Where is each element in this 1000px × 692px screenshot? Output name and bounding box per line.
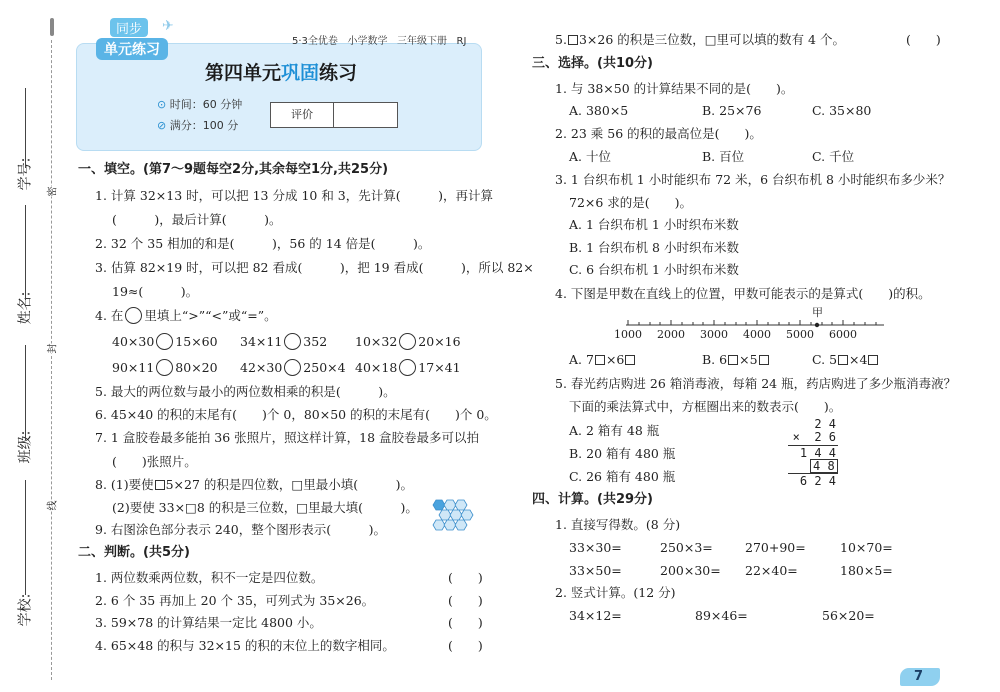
series-name: 5·3全优卷 [292, 36, 338, 47]
q2: 2. 32 个 35 相加的和是( )，56 的 14 倍是( )。 [95, 236, 431, 251]
c4-opt-a[interactable]: A. 7 ×6 [569, 352, 636, 368]
c4: 4. 下图是甲数在直线上的位置，甲数可能表示的是算式( )的积。 [555, 286, 931, 301]
tick-label: 4000 [743, 328, 771, 341]
part3-title: 三、选择。(共10分) [532, 56, 653, 71]
subject: 小学数学 [347, 36, 388, 47]
q1-line2: ( )，最后计算( )。 [112, 212, 282, 227]
digit-box [568, 35, 578, 45]
binding-strip [0, 0, 70, 692]
field-name[interactable] [25, 205, 26, 300]
title-part-a: 第四单元 [205, 62, 282, 84]
c5-opt-a[interactable]: A. 2 箱有 48 瓶 [569, 423, 660, 438]
digit-box [838, 355, 848, 365]
vm-row3: 1 4 4 [799, 446, 836, 460]
compare-circle[interactable] [399, 333, 416, 350]
c2-opt-b[interactable]: B. 百位 [702, 149, 745, 164]
q8-line1: 8. (1)要使 5×27 的积是四位数，□里最小填( )。 [95, 477, 413, 492]
digit-box [759, 355, 769, 365]
hex-cell [444, 500, 456, 510]
c3-opt-a[interactable]: A. 1 台织布机 1 小时织布米数 [569, 217, 739, 232]
hex-cell [433, 520, 445, 530]
q9: 9. 右图涂色部分表示 240，整个图形表示( )。 [95, 522, 386, 537]
q8-line2: (2)要使 33×□8 的积是三位数，□里最大填( )。 [112, 500, 418, 515]
eval-field[interactable] [335, 103, 397, 127]
c2-opt-a[interactable]: A. 十位 [569, 149, 611, 164]
judge-4: 4. 65×48 的积与 32×15 的积的末位上的数字相同。 [95, 638, 395, 653]
c2-opt-c[interactable]: C. 千位 [812, 149, 855, 164]
compare-circle[interactable] [156, 359, 173, 376]
direct-6[interactable]: 200×30= [660, 563, 721, 578]
direct-3[interactable]: 270+90= [745, 540, 806, 555]
vm-row1: 2 4 [814, 417, 836, 431]
label-class: 班级: [17, 430, 34, 464]
digit-box [728, 355, 738, 365]
c5-opt-b[interactable]: B. 20 箱有 480 瓶 [569, 446, 676, 461]
c4-opt-b[interactable]: B. 6 ×5 [702, 352, 770, 368]
judge-1: 1. 两位数乘两位数，积不一定是四位数。 [95, 570, 324, 585]
compare-circle[interactable] [156, 333, 173, 350]
c3-line2: 72×6 求的是( )。 [569, 195, 693, 210]
label-school: 学校: [17, 593, 34, 627]
c2: 2. 23 乘 56 的积的最高位是( )。 [555, 126, 762, 141]
judge-2: 2. 6 个 35 再加上 20 个 35，可列式为 35×26。 [95, 593, 375, 608]
series-label [292, 32, 466, 47]
title-part-b: 巩固 [281, 62, 320, 84]
vertical-3[interactable]: 56×20= [822, 608, 875, 623]
c3-opt-c[interactable]: C. 6 台织布机 1 小时织布米数 [569, 262, 739, 277]
direct-4[interactable]: 10×70= [840, 540, 893, 555]
digit-box [595, 355, 605, 365]
q5: 5. 最大的两位数与最小的两位数相乘的积是( )。 [95, 384, 396, 399]
seal-feng: 封 [44, 344, 59, 354]
c1-opt-a[interactable]: A. 380×5 [569, 103, 629, 118]
c5-line2: 下面的乘法算式中，方框圈出来的数表示( )。 [569, 399, 842, 414]
judge-paren[interactable]: ( ) [448, 638, 483, 653]
q7-line2: ( )张照片。 [112, 454, 197, 469]
q4-pre: 4. 在 [95, 308, 124, 323]
eval-label: 评价 [271, 103, 334, 127]
compare-circle[interactable] [284, 359, 301, 376]
badge [88, 16, 178, 64]
c1: 1. 与 38×50 的计算结果不同的是( )。 [555, 81, 794, 96]
seal-mi: 密 [44, 187, 59, 197]
label-name: 姓名: [17, 291, 34, 325]
circle-blank [125, 307, 142, 324]
digit-box [625, 355, 635, 365]
q3-line1: 3. 估算 82×19 时，可以把 82 看成( )，把 19 看成( )，所以 82× [95, 260, 534, 275]
part4-title: 四、计算。(共29分) [532, 492, 653, 507]
clock-icon: ⊙ [157, 98, 167, 111]
hexagon-figure [430, 498, 478, 534]
tick-label: 2000 [657, 328, 685, 341]
cmp-2: 34×11 352 [240, 334, 328, 349]
c4-opt-c[interactable]: C. 5 ×4 [812, 352, 879, 368]
time-info [157, 96, 242, 112]
judge-paren[interactable]: ( ) [448, 570, 483, 585]
rocket-icon: ✈ [162, 18, 174, 34]
eval-box [270, 102, 398, 128]
judge-3: 3. 59×78 的计算结果一定比 4800 小。 [95, 615, 322, 630]
c3-line1: 3. 1 台织布机 1 小时能织布 72 米，6 台织布机 8 小时能织布多少米？ [555, 172, 951, 187]
badge-line2: 单元练习 [96, 38, 168, 60]
field-class[interactable] [25, 345, 26, 440]
hex-shaded [433, 500, 445, 510]
score-info [157, 117, 238, 133]
c1-opt-c[interactable]: C. 35×80 [812, 103, 872, 118]
d1: 1. 直接写得数。(8 分) [555, 517, 681, 532]
label-student-id: 学号: [17, 157, 34, 191]
vertical-1[interactable]: 34×12= [569, 608, 622, 623]
hex-cell [461, 510, 473, 520]
seal-xian: 线 [44, 501, 59, 511]
number-line [614, 303, 888, 343]
hex-cell [444, 520, 456, 530]
vertical-2[interactable]: 89×46= [695, 608, 748, 623]
tick-label: 1000 [614, 328, 642, 341]
q1-line1: 1. 计算 32×13 时，可以把 13 分成 10 和 3，先计算( )，再计算 [95, 188, 494, 203]
pin-icon [50, 18, 54, 36]
judge-paren[interactable]: ( ) [906, 32, 941, 47]
cmp-5: 42×30 250×4 [240, 360, 346, 375]
title-part-c: 练习 [319, 62, 358, 84]
part1-title: 一、填空。(第7～9题每空2分,其余每空1分,共25分) [78, 162, 389, 177]
vm-row5: 6 2 4 [799, 474, 836, 488]
field-student-id[interactable] [25, 88, 26, 168]
cmp-1: 40×30 15×60 [112, 334, 218, 349]
tick-label: 3000 [700, 328, 728, 341]
vm-row4: 4 8 [810, 459, 838, 473]
digit-box [155, 480, 165, 490]
cmp-6: 40×18 17×41 [355, 360, 461, 375]
dotted-line [51, 40, 52, 680]
q7-line1: 7. 1 盒胶卷最多能拍 36 张照片，照这样计算，18 盒胶卷最多可以拍 [95, 430, 480, 445]
hex-cell [455, 520, 467, 530]
tick-label: 6000 [829, 328, 857, 341]
hex-cell [455, 500, 467, 510]
c5-opt-c[interactable]: C. 26 箱有 480 瓶 [569, 469, 676, 484]
q3-line2: 19≈( )。 [112, 284, 199, 299]
time-text: 时间：60 分钟 [169, 98, 243, 111]
q6: 6. 45×40 的积的末尾有( )个 0，80×50 的积的末尾有( )个 0。 [95, 407, 497, 422]
c5-line1: 5. 春光药店购进 26 箱消毒液，每箱 24 瓶，药店购进了多少瓶消毒液？ [555, 376, 957, 391]
direct-7[interactable]: 22×40= [745, 563, 798, 578]
grade: 三年级下册 [397, 36, 447, 47]
page-number: 7 [914, 669, 924, 684]
compare-circle[interactable] [284, 333, 301, 350]
compare-circle[interactable] [399, 359, 416, 376]
direct-5[interactable]: 33×50= [569, 563, 622, 578]
badge-line1: 同步 [110, 18, 148, 37]
score-text: 满分：100 分 [169, 119, 239, 132]
q4-post: 里填上“>”“<”或“=”。 [144, 308, 277, 323]
vertical-multiplication [782, 417, 840, 489]
q4 [95, 307, 277, 324]
cmp-4: 90×11 80×20 [112, 360, 218, 375]
hex-cell [450, 510, 462, 520]
jia-label: 甲 [812, 306, 823, 319]
jia-point [815, 323, 819, 327]
c1-opt-b[interactable]: B. 25×76 [702, 103, 762, 118]
page-title [205, 58, 357, 85]
direct-1[interactable]: 33×30= [569, 540, 622, 555]
direct-2[interactable]: 250×3= [660, 540, 713, 555]
edition: RJ [456, 36, 467, 47]
part2-title: 二、判断。(共5分) [78, 545, 190, 560]
check-icon: ⊘ [157, 119, 167, 132]
judge-5: 5. 3×26 的积是三位数，□里可以填的数有 4 个。 [555, 32, 845, 47]
judge-paren[interactable]: ( ) [448, 593, 483, 608]
field-school[interactable] [25, 480, 26, 595]
digit-box [868, 355, 878, 365]
judge-paren[interactable]: ( ) [448, 615, 483, 630]
direct-8[interactable]: 180×5= [840, 563, 893, 578]
page-number-badge [900, 668, 940, 686]
c3-opt-b[interactable]: B. 1 台织布机 8 小时织布米数 [569, 240, 739, 255]
hex-cell [439, 510, 451, 520]
vm-row2: × 2 6 [792, 430, 836, 444]
cmp-3: 10×32 20×16 [355, 334, 461, 349]
tick-label: 5000 [786, 328, 814, 341]
d2: 2. 竖式计算。(12 分) [555, 585, 676, 600]
